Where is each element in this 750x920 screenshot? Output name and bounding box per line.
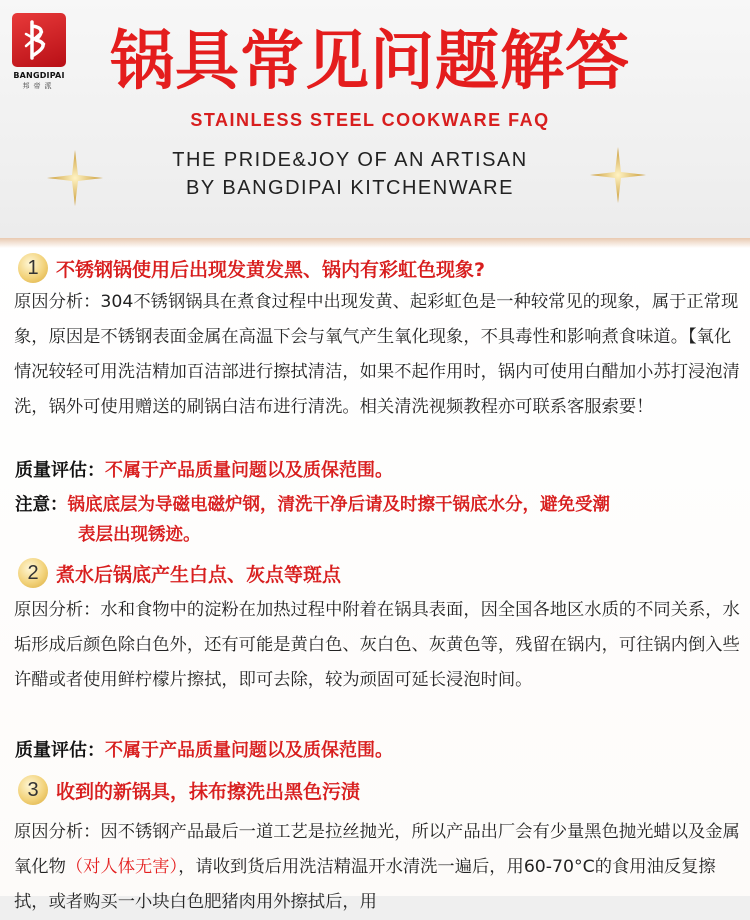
faq-question-3 [18, 774, 360, 806]
faq-1-analysis: 原因分析：304不锈钢锅具在煮食过程中出现发黄、起彩虹色是一种较常见的现象，属于正常现象，原因是不锈钢表面金属在高温下会与氧气产生氧化现象，不具毒性和影响煮食味道。【氧化情况较轻可用洗洁精加百洁部进行擦拭清洁，如果不起作用时，锅内可使用白醋加小苏打浸泡清洗，锅外可使用赠送的刷锅白洁布进行清洗。相关清洗视频教程亦可联系客服索要！ [14, 292, 740, 417]
brand-logo[interactable] [12, 13, 66, 97]
note-label: 注意： [15, 495, 68, 515]
verdict-label: 质量评估： [15, 740, 105, 761]
content-divider [0, 238, 750, 248]
page-title: 锅具常见问题解答 [110, 25, 630, 99]
note-text-line-2: 表层出现锈迹。 [78, 525, 201, 545]
question-number-badge: 1 [18, 253, 48, 283]
question-number-badge: 2 [18, 558, 48, 588]
logo-text: BANGDIPAI [13, 71, 65, 80]
analysis-text-b: ，请收到货后用洗洁精温开水清洗一遍后，用60-70°C的食用油反复擦拭，或者购买一小块白色肥猪肉用外擦拭后，用 [14, 857, 716, 912]
faq-1-verdict [15, 456, 393, 482]
b-glyph-icon [22, 18, 56, 62]
faq-1-note [15, 490, 735, 550]
faq-question-1 [18, 252, 485, 284]
sparkle-right-icon [588, 145, 648, 205]
faq-2-verdict [15, 736, 393, 762]
logo-mark [12, 13, 66, 67]
verdict-text: 不属于产品质量问题以及质保范围。 [105, 460, 393, 481]
verdict-text: 不属于产品质量问题以及质保范围。 [105, 740, 393, 761]
faq-question-2 [18, 557, 341, 589]
verdict-label: 质量评估： [15, 460, 105, 481]
question-text: 收到的新锅具，抹布擦洗出黑色污渍 [56, 780, 361, 803]
sparkle-left-icon [45, 148, 105, 208]
tagline-line-2: BY BANGDIPAI KITCHENWARE [186, 177, 514, 199]
question-text: 煮水后锅底产生白点、灰点等斑点 [56, 563, 342, 586]
note-text-line-1: 锅底底层为导磁电磁炉钢，清洗干净后请及时擦干锅底水分，避免受潮 [67, 495, 610, 515]
faq-2-analysis: 原因分析：水和食物中的淀粉在加热过程中附着在锅具表面，因全国各地区水质的不同关系，水垢形成后颜色除白色外，还有可能是黄白色、灰白色、灰黄色等，残留在锅内，可往锅内倒入些许醋或者使用鲜柠檬片擦拭，即可去除，较为顽固可延长浸泡时间。 [14, 600, 740, 690]
question-text: 不锈钢锅使用后出现发黄发黑、锅内有彩虹色现象? [56, 258, 486, 281]
logo-chinese-text: 邦帝派 [22, 82, 56, 90]
analysis-text-a: 原因分析：因不锈钢产品最后一道工艺是拉丝抛光，所以产品出厂会有少量黑色抛光蜡以及金属氧化物 [14, 822, 740, 877]
tagline-line-1: THE PRIDE&JOY OF AN ARTISAN [172, 149, 528, 171]
question-number-badge: 3 [18, 775, 48, 805]
analysis-highlight: （对人体无害） [65, 857, 179, 877]
page-subtitle: STAINLESS STEEL COOKWARE FAQ [190, 110, 550, 130]
faq-3-analysis [14, 815, 744, 920]
